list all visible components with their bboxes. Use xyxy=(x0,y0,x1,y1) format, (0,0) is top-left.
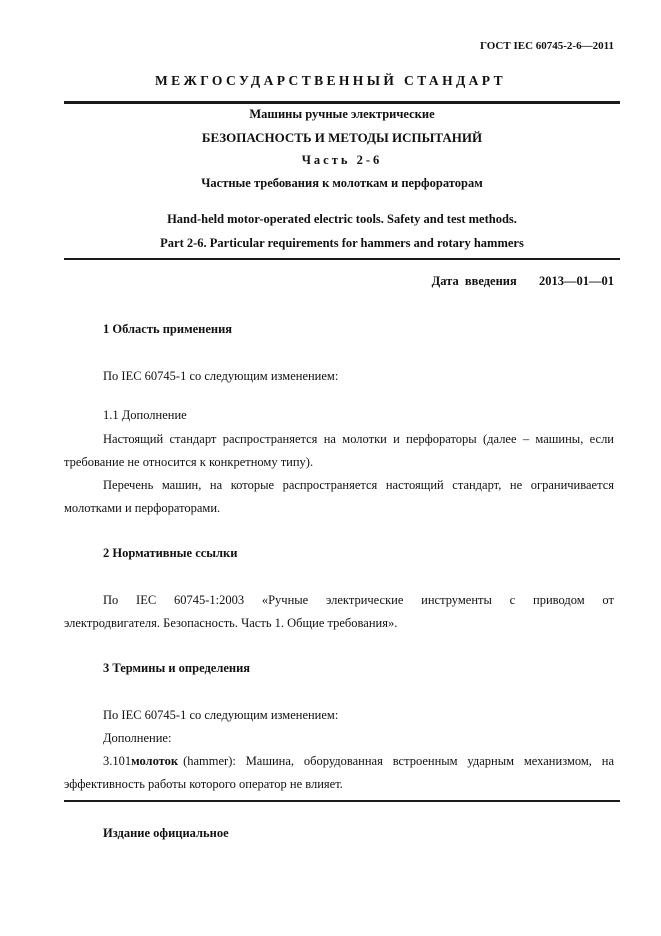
section-2-word: от xyxy=(602,593,614,607)
section-2-word: «Ручные xyxy=(261,593,309,607)
title-part: Часть 2-6 xyxy=(301,153,383,167)
section-2-word: электрические xyxy=(326,593,404,607)
section-2-line-2: электродвигателя. Безопасность. Часть 1. Общие требования». xyxy=(64,616,398,630)
section-1-para-1-line-1: Настоящий стандарт распространяется на молотки и перфораторы (далее – машины, если xyxy=(103,432,614,446)
title-line-4: Частные требования к молоткам и перфораторам xyxy=(201,176,483,190)
footer-rule xyxy=(64,800,620,802)
section-2-word: 60745-1:2003 xyxy=(173,593,245,607)
section-1-intro: По IEC 60745-1 со следующим изменением: xyxy=(103,369,339,383)
section-3-definition-line-2: эффективность работы которого оператор не влияет. xyxy=(64,777,343,791)
title-line-2: БЕЗОПАСНОСТЬ И МЕТОДЫ ИСПЫТАНИЙ xyxy=(201,130,483,145)
section-2-word: приводом xyxy=(533,593,585,607)
effective-date-value: 2013—01—01 xyxy=(539,274,614,288)
title-english-1: Hand-held motor-operated electric tools. Safety and test methods. xyxy=(167,212,517,226)
effective-date-label: Дата введения xyxy=(431,274,517,288)
section-2-word: инструменты xyxy=(421,593,492,607)
section-2-heading: 2 Нормативные ссылки xyxy=(103,546,238,560)
title-english-2: Part 2-6. Particular requirements for hammers and rotary hammers xyxy=(160,236,524,250)
standard-code: ГОСТ IEC 60745-2-6—2011 xyxy=(480,40,614,52)
section-1-heading: 1 Область применения xyxy=(103,322,233,336)
official-edition: Издание официальное xyxy=(103,826,229,840)
section-3-heading: 3 Термины и определения xyxy=(103,661,251,675)
section-1-sub: 1.1 Дополнение xyxy=(103,408,187,422)
section-2-line-1 xyxy=(103,593,614,608)
section-1-para-2-line-2: молотками и перфораторами. xyxy=(64,501,221,515)
section-1-para-2-line-1: Перечень машин, на которые распространяется настоящий стандарт, не ограничивается xyxy=(103,478,614,492)
top-rule xyxy=(64,101,620,104)
section-3-definition-line-1 xyxy=(103,754,614,769)
title-bottom-rule xyxy=(64,258,620,260)
effective-date xyxy=(432,274,614,289)
definition-number: 3.101 xyxy=(103,754,132,768)
section-2-word: с xyxy=(509,593,516,607)
section-2-word: IEC xyxy=(136,593,157,607)
standard-type-title: МЕЖГОСУДАРСТВЕННЫЙ СТАНДАРТ xyxy=(154,73,507,88)
section-1-para-1-line-2: требование не относится к конкретному типу). xyxy=(64,455,314,469)
section-3-intro: По IEC 60745-1 со следующим изменением: xyxy=(103,708,339,722)
section-2-word: По xyxy=(103,593,119,607)
section-3-addition: Дополнение: xyxy=(103,731,172,745)
title-line-1: Машины ручные электрические xyxy=(249,107,435,121)
definition-term: молоток xyxy=(131,754,179,768)
definition-text: (hammer): Машина, оборудованная встроенным ударным механизмом, на xyxy=(183,754,614,768)
